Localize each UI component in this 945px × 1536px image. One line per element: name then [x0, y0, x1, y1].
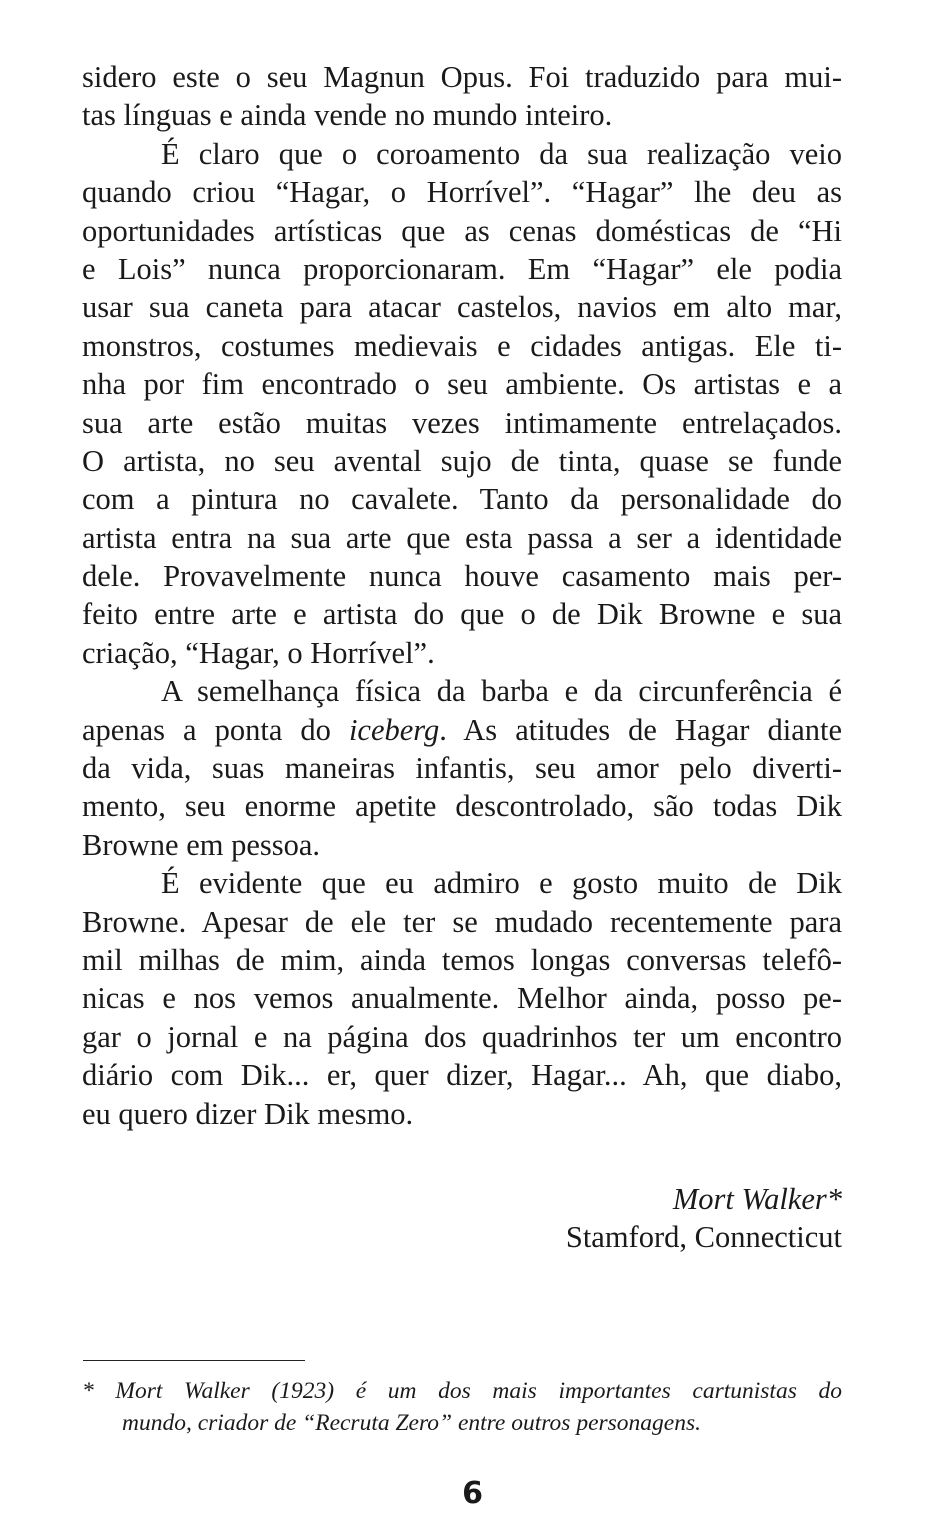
footnote-divider: [83, 1360, 305, 1361]
footnote: [82, 1375, 842, 1439]
text-line: usar sua caneta para atacar castelos, navios em alto mar,: [82, 290, 842, 325]
text-line: Browne. Apesar de ele ter se mudado recentemente para: [82, 904, 842, 939]
text-line: sua arte estão muitas vezes intimamente entrelaçados.: [82, 405, 842, 440]
text-line: criação, “Hagar, o Horrível”.: [82, 635, 435, 670]
text-line: diário com Dik... er, quer dizer, Hagar... Ah, que diabo,: [82, 1058, 842, 1093]
text-fragment: . As atitudes de Hagar diante: [439, 712, 843, 747]
text-line: nicas e nos vemos anualmente. Melhor ainda, posso pe-: [82, 981, 842, 1016]
text-line: mil milhas de mim, ainda temos longas conversas telefô-: [82, 942, 842, 977]
text-line: tas línguas e ainda vende no mundo inteiro.: [82, 98, 613, 133]
body-text: [82, 58, 842, 1133]
signature-name: Mort Walker*: [672, 1182, 842, 1216]
text-line: eu quero dizer Dik mesmo.: [82, 1096, 414, 1131]
page-number: 6: [462, 1476, 483, 1511]
text-line: oportunidades artísticas que as cenas domésticas de “Hi: [82, 213, 842, 248]
signature-place: Stamford, Connecticut: [565, 1220, 842, 1254]
text-line: É evidente que eu admiro e gosto muito de Dik: [161, 866, 842, 901]
text-line: gar o jornal e na página dos quadrinhos ter um encontro: [82, 1019, 842, 1054]
text-line: e Lois” nunca proporcionaram. Em “Hagar” ele podia: [82, 251, 842, 286]
text-line: nha por fim encontrado o seu ambiente. Os artistas e a: [82, 367, 842, 402]
text-line: O artista, no seu avental sujo de tinta, quase se funde: [82, 443, 842, 478]
text-line: É claro que o coroamento da sua realização veio: [161, 136, 842, 171]
text-line: A semelhança física da barba e da circunferência é: [161, 674, 842, 709]
text-line: sidero este o seu Magnun Opus. Foi traduzido para mui-: [82, 60, 842, 94]
text-line: dele. Provavelmente nunca houve casamento mais per-: [82, 559, 842, 594]
text-fragment: apenas a ponta do: [82, 712, 349, 747]
footnote-line: * Mort Walker (1923) é um dos mais importantes cartunistas do: [82, 1378, 842, 1404]
text-line: [82, 711, 842, 749]
text-line: feito entre arte e artista do que o de Dik Browne e sua: [82, 597, 842, 632]
text-line: monstros, costumes medievais e cidades antigas. Ele ti-: [82, 328, 842, 363]
italic-term: iceberg: [348, 712, 440, 747]
text-line: quando criou “Hagar, o Horrível”. “Hagar” lhe deu as: [82, 175, 842, 210]
text-line: Browne em pessoa.: [82, 827, 321, 862]
footnote-line: mundo, criador de “Recruta Zero” entre outros personagens.: [122, 1410, 701, 1436]
signature-block: [566, 1180, 842, 1256]
text-line: mento, seu enorme apetite descontrolado, são todas Dik: [82, 789, 842, 824]
text-line: com a pintura no cavalete. Tanto da personalidade do: [82, 482, 842, 517]
text-line: da vida, suas maneiras infantis, seu amor pelo diverti-: [82, 751, 842, 786]
text-line: artista entra na sua arte que esta passa a ser a identidade: [82, 520, 842, 555]
